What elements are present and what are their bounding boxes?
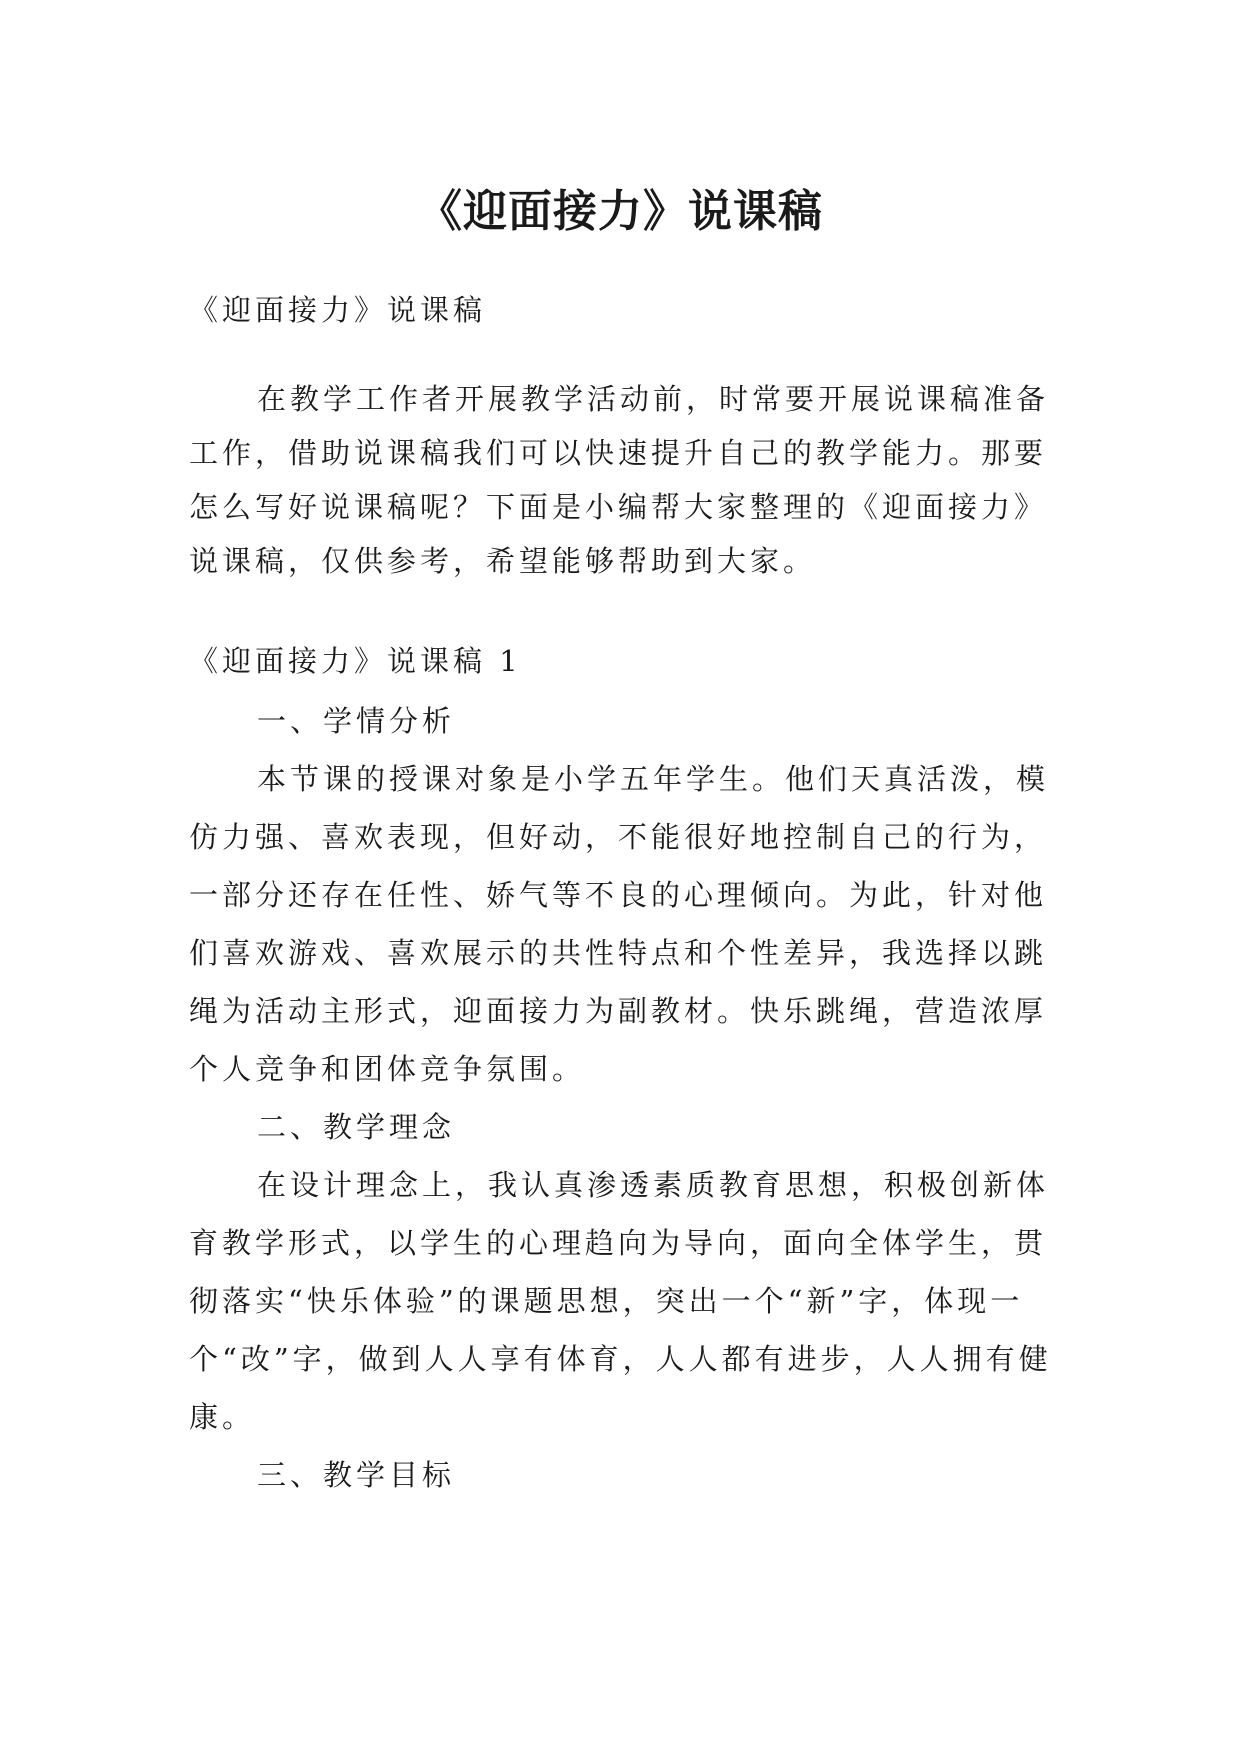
section-title: 《迎面接力》说课稿 1 [189,644,522,678]
section-heading-1: 一、学情分析 [257,704,456,738]
section-heading-3: 三、教学目标 [257,1458,456,1492]
section-body-1: 本节课的授课对象是小学五年学生。他们天真活泼，模仿力强、喜欢表现，但好动，不能很好地控制自己的行为，一部分还存在任性、娇气等不良的心理倾向。为此，针对他们喜欢游戏、喜欢展示的共性特点和个性差异，我选择以跳绳为活动主形式，迎面接力为副教材。快乐跳绳，营造浓厚个人竞争和团体竞争氛围。 [189,762,1050,1086]
document-title: 《迎面接力》说课稿 [418,186,823,238]
document-body [189,290,1079,1504]
section-body-2: 在设计理念上，我认真渗透素质教育思想，积极创新体育教学形式，以学生的心理趋向为导向，面向全体学生，贯彻落实“快乐体验”的课题思想，突出一个“新”字，体现一个“改”字，做到人人享有体育，人人都有进步，人人拥有健康。 [189,1168,1052,1434]
section-heading-2: 二、教学理念 [257,1110,456,1144]
intro-paragraph: 在教学工作者开展教学活动前，时常要开展说课稿准备工作，借助说课稿我们可以快速提升自己的教学能力。那要怎么写好说课稿呢？下面是小编帮大家整理的《迎面接力》说课稿，仅供参考，希望能够帮助到大家。 [189,382,1050,578]
document-subtitle: 《迎面接力》说课稿 [189,293,487,327]
